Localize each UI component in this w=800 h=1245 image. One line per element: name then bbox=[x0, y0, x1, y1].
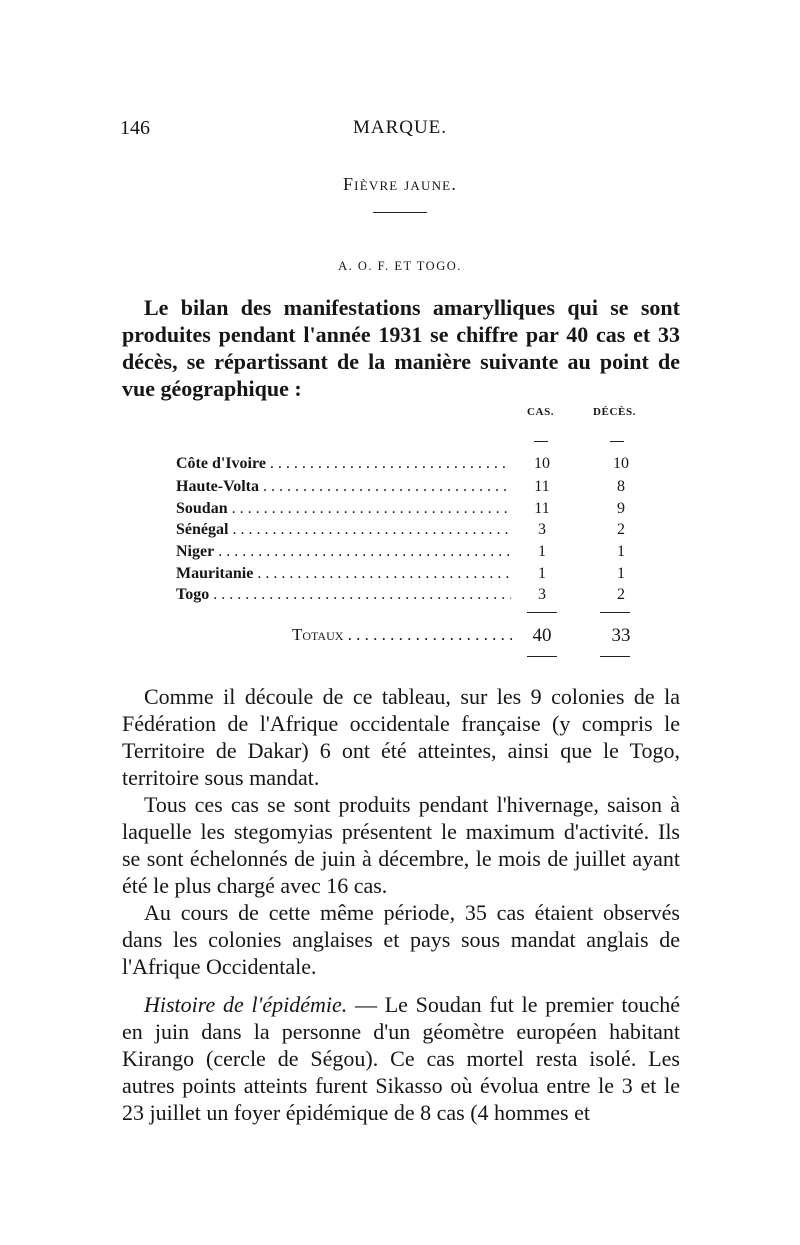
row-label: Côte d'Ivoire . . . bbox=[176, 455, 511, 473]
table-row bbox=[176, 455, 636, 476]
intro-paragraph bbox=[122, 294, 680, 402]
row-cas: 11 bbox=[534, 500, 550, 517]
section-title: Fièvre jaune. bbox=[342, 174, 458, 194]
table-row bbox=[176, 543, 636, 564]
totals-underline bbox=[527, 656, 557, 657]
section-subhead: A. O. F. ET TOGO. bbox=[338, 259, 462, 273]
column-header-cas: CAS. bbox=[527, 406, 555, 418]
body-paragraph bbox=[122, 899, 680, 980]
paragraph-text: Comme il découle de ce tableau, sur les 9 colonies de la Fédération de l'Afrique occidentale française (y compris le Territoire de Dakar) 6 ont été atteintes, ainsi que le Togo, territoire sous mandat. bbox=[122, 684, 680, 790]
row-cas: 11 bbox=[534, 478, 550, 495]
row-label: Togo . . . bbox=[176, 586, 511, 604]
paragraph-text: Tous ces cas se sont produits pendant l'hivernage, saison à laquelle les stegomyias présentent le maximum d'activité. Ils se sont échelonnés de juin à décembre, le mois de juillet ayant été le plus chargé avec 16 cas. bbox=[122, 792, 680, 898]
page-number: 146 bbox=[120, 117, 150, 139]
paragraph-heading: Histoire de l'épidémie. bbox=[144, 992, 348, 1017]
row-deces: 10 bbox=[613, 455, 629, 472]
row-label: Haute-Volta . . . bbox=[176, 478, 511, 496]
row-deces: 1 bbox=[617, 543, 625, 560]
totals-underline bbox=[600, 656, 630, 657]
totals-rule bbox=[527, 612, 557, 613]
running-head: MARQUE. bbox=[352, 117, 448, 138]
row-label: Mauritanie . . . bbox=[176, 565, 511, 583]
row-label: Sénégal . . . bbox=[176, 521, 511, 539]
row-cas: 3 bbox=[538, 521, 546, 538]
paragraph-text: Au cours de cette même période, 35 cas étaient observés dans les colonies anglaises et pays sous mandat anglais de l'Afrique Occidentale. bbox=[122, 900, 680, 979]
row-label: Niger . . . bbox=[176, 543, 511, 561]
table-row bbox=[176, 565, 636, 586]
row-cas: 10 bbox=[534, 455, 550, 472]
row-deces: 2 bbox=[617, 521, 625, 538]
totals-rule bbox=[600, 612, 630, 613]
title-rule bbox=[373, 212, 427, 213]
table-row bbox=[176, 521, 636, 542]
row-deces: 1 bbox=[617, 565, 625, 582]
row-cas: 3 bbox=[538, 586, 546, 603]
intro-text: Le bilan des manifestations amarylliques qui se sont produites pendant l'année 1931 se chiffre par 40 cas et 33 décès, se répartissant de la manière suivante au point de vue géographique : bbox=[122, 295, 680, 401]
table-row bbox=[176, 500, 636, 521]
table-row bbox=[176, 478, 636, 499]
row-cas: 1 bbox=[538, 565, 546, 582]
column-header-dash bbox=[534, 441, 548, 442]
column-header-deces: DÉCÈS. bbox=[593, 406, 637, 418]
totals-cas: 40 bbox=[532, 625, 552, 646]
paragraph-text: — Le Soudan fut le premier touché en juin dans la personne d'un géomètre européen habitant Kirango (cercle de Ségou). Ce cas mortel resta isolé. Les autres points atteints furent Sikasso où évolua entre le 3 et le 23 juillet un foyer épidémique de 8 cas (4 hommes et bbox=[122, 992, 680, 1125]
totals-deces: 33 bbox=[611, 625, 631, 646]
body-paragraph bbox=[122, 991, 680, 1126]
row-deces: 8 bbox=[617, 478, 625, 495]
row-label: Soudan . . . bbox=[176, 500, 511, 518]
body-paragraph bbox=[122, 683, 680, 791]
row-deces: 2 bbox=[617, 586, 625, 603]
body-paragraph bbox=[122, 791, 680, 899]
column-header-dash bbox=[610, 441, 624, 442]
totals-label: Totaux . . . bbox=[292, 625, 512, 645]
row-cas: 1 bbox=[538, 543, 546, 560]
table-row bbox=[176, 586, 636, 607]
totals-row bbox=[292, 625, 636, 647]
row-deces: 9 bbox=[617, 500, 625, 517]
